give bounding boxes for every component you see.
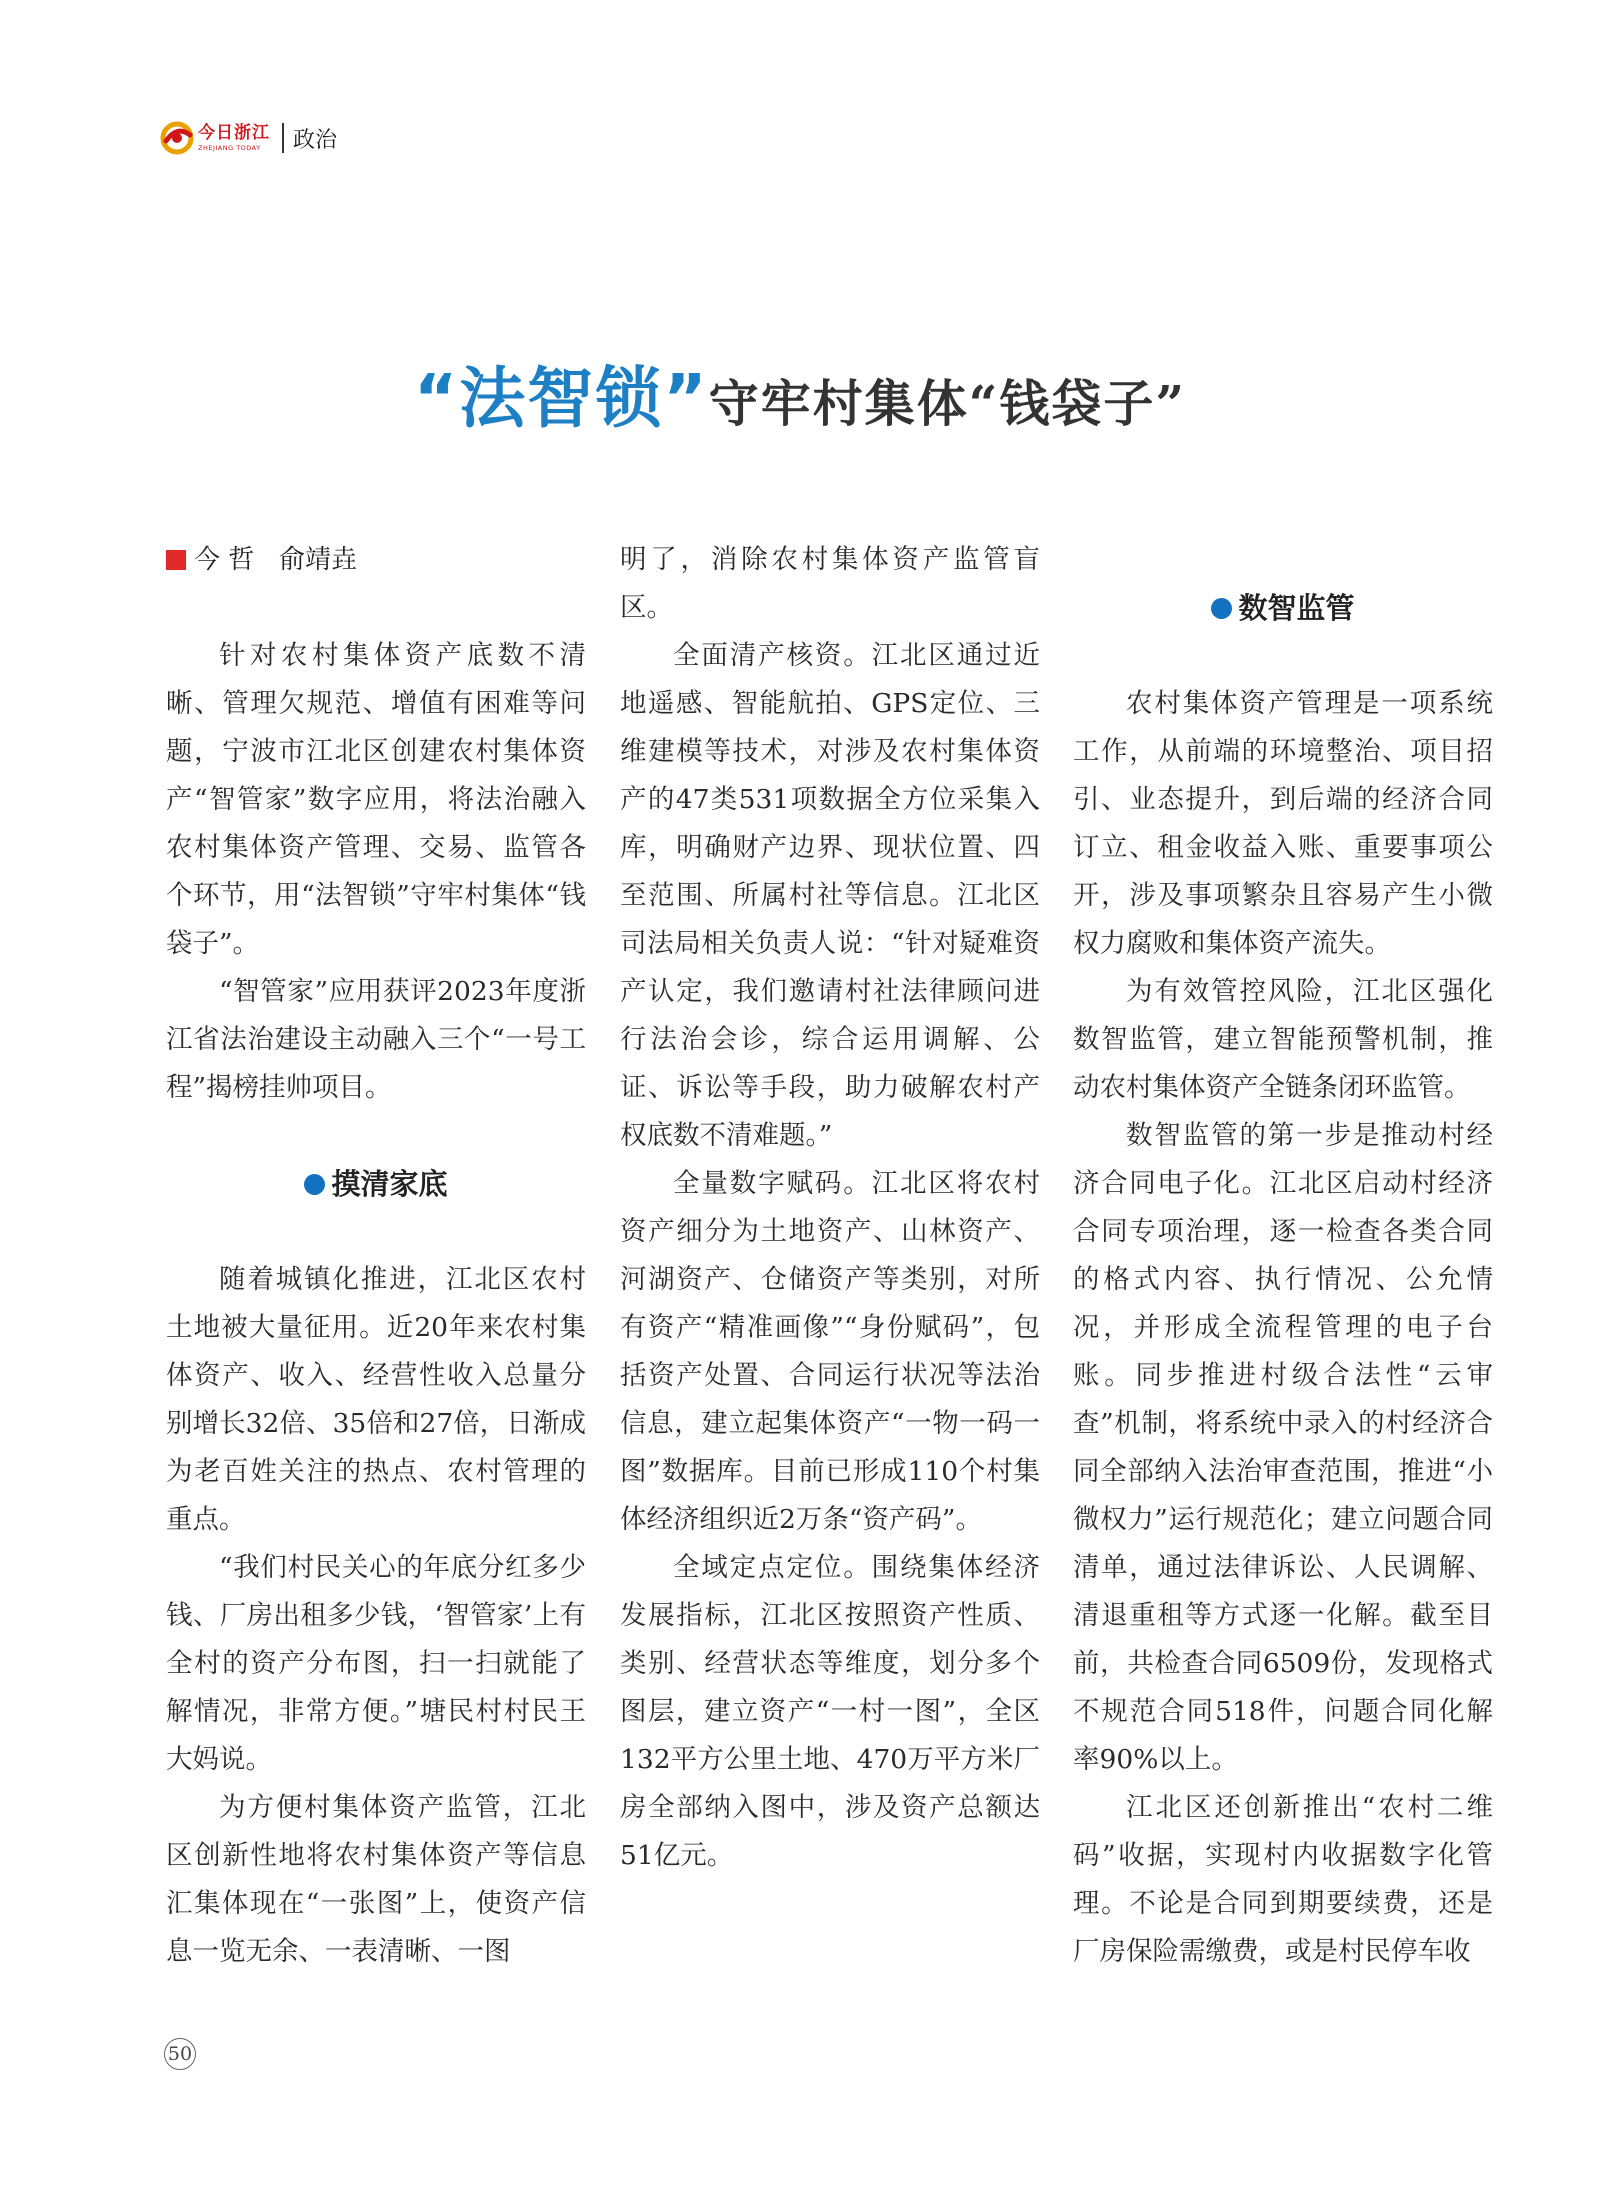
subheading-mo-qing-jia-di <box>166 1136 586 1232</box>
paragraph: “我们村民关心的年底分红多少钱、厂房出租多少钱，‘智管家’上有全村的资产分布图，扫一扫就能了解情况，非常方便。”塘民村村民王大妈说。 <box>166 1552 586 1775</box>
paragraph: 为有效管控风险，江北区强化数智监管，建立智能预警机制，推动农村集体资产全链条闭环监管。 <box>1073 976 1493 1103</box>
page-header <box>160 118 337 158</box>
spacer <box>166 584 586 632</box>
paragraph: “智管家”应用获评2023年度浙江省法治建设主动融入三个“一号工程”揭榜挂帅项目。 <box>166 976 586 1103</box>
column-1 <box>166 536 586 1976</box>
paragraph: 全域定点定位。围绕集体经济发展指标，江北区按照资产性质、类别、经营状态等维度，划分多个图层，建立资产“一村一图”，全区132平方公里土地、470万平方米厂房全部纳入图中，涉及资产总额达51亿元。 <box>620 1552 1040 1871</box>
paragraph: 全面清产核资。江北区通过近地遥感、智能航拍、GPS定位、三维建模等技术，对涉及农村集体资产的47类531项数据全方位采集入库，明确财产边界、现状位置、四至范围、所属村社等信息。江北区司法局相关负责人说：“针对疑难资产认定，我们邀请村社法律顾问进行法治会诊，综合运用调解、公证、诉讼等手段，助力破解农村产权底数不清难题。” <box>620 640 1040 1151</box>
paragraph: 江北区还创新推出“农村二维码”收据，实现村内收据数字化管理。不论是合同到期要续费，还是厂房保险需缴费，或是村民停车收 <box>1073 1792 1493 1967</box>
paragraph: 数智监管的第一步是推动村经济合同电子化。江北区启动村经济合同专项治理，逐一检查各类合同的格式内容、执行情况、公允情况，并形成全流程管理的电子台账。同步推进村级合法性“云审查”机制，将系统中录入的村经济合同全部纳入法治审查范围，推进“小微权力”运行规范化；建立问题合同清单，通过法律诉讼、人民调解、清退重租等方式逐一化解。截至目前，共检查合同6509份，发现格式不规范合同518件，问题合同化解率90%以上。 <box>1073 1120 1493 1775</box>
paragraph: 农村集体资产管理是一项系统工作，从前端的环境整治、项目招引、业态提升，到后端的经济合同订立、租金收益入账、重要事项公开，涉及事项繁杂且容易产生小微权力腐败和集体资产流失。 <box>1073 688 1493 959</box>
subheading-dot-icon <box>304 1174 325 1195</box>
title-rest: 守牢村集体“钱袋子” <box>708 374 1187 433</box>
header-divider <box>282 123 284 153</box>
title-accent: “法智锁” <box>413 360 709 437</box>
logo-chinese-name: 今日浙江 <box>198 122 270 143</box>
byline <box>166 536 586 584</box>
byline-authors: 今 哲 俞靖垚 <box>194 545 358 575</box>
subheading-text: 摸清家底 <box>331 1167 448 1201</box>
column-2 <box>620 536 1040 1880</box>
paragraph: 为方便村集体资产监管，江北区创新性地将农村集体资产等信息汇集体现在“一张图”上，使资产信息一览无余、一表清晰、一图 <box>166 1792 586 1967</box>
logo-english-name: ZHEJIANG TODAY <box>198 143 261 152</box>
column-3 <box>1073 536 1493 1976</box>
logo-wordmark <box>198 122 270 152</box>
subheading-shu-zhi-jian-guan <box>1073 560 1493 656</box>
paragraph: 针对农村集体资产底数不清晰、管理欠规范、增值有困难等问题，宁波市江北区创建农村集体资产“智管家”数字应用，将法治融入农村集体资产管理、交易、监管各个环节，用“法智锁”守牢村集体“钱袋子”。 <box>166 640 586 959</box>
subheading-dot-icon <box>1211 598 1232 619</box>
paragraph: 全量数字赋码。江北区将农村资产细分为土地资产、山林资产、河湖资产、仓储资产等类别，对所有资产“精准画像”“身份赋码”，包括资产处置、合同运行状况等法治信息，建立起集体资产“一物一码一图”数据库。目前已形成110个村集体经济组织近2万条“资产码”。 <box>620 1168 1040 1535</box>
article-title <box>0 345 1600 440</box>
zhejiang-today-logo-icon <box>160 121 194 155</box>
section-name: 政治 <box>293 127 338 153</box>
paragraph: 明了，消除农村集体资产监管盲区。 <box>620 544 1040 623</box>
byline-square-icon <box>166 550 186 570</box>
page-number: 50 <box>164 2038 196 2070</box>
paragraph: 随着城镇化推进，江北区农村土地被大量征用。近20年来农村集体资产、收入、经营性收入总量分别增长32倍、35倍和27倍，日渐成为老百姓关注的热点、农村管理的重点。 <box>166 1264 586 1535</box>
subheading-text: 数智监管 <box>1238 591 1355 625</box>
